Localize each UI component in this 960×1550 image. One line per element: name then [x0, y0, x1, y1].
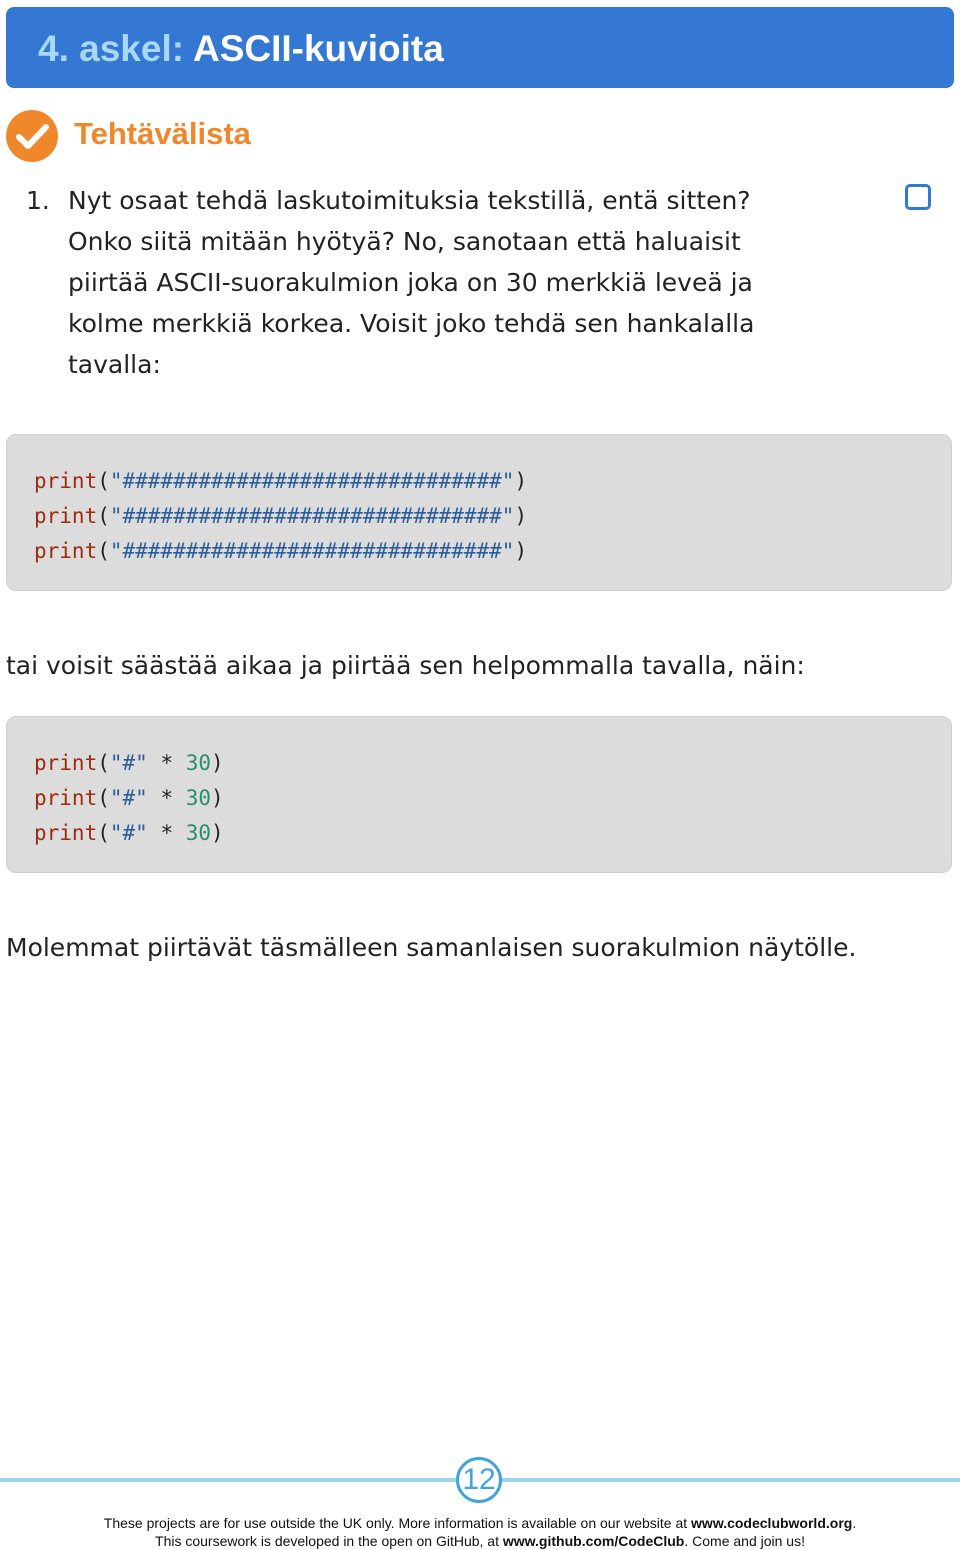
task-line: Onko siitä mitään hyötyä? No, sanotaan että haluaisit: [68, 227, 741, 256]
footer-link-codeclubworld[interactable]: www.codeclubworld.org: [691, 1515, 853, 1531]
task-text: [68, 180, 858, 385]
section-title: Tehtävälista: [74, 116, 251, 151]
step-title: ASCII-kuvioita: [192, 28, 444, 69]
check-circle-icon: [6, 110, 58, 162]
code-block-short: [6, 716, 952, 873]
checkbox-icon[interactable]: [905, 184, 931, 210]
paragraph-middle: tai voisit säästää aikaa ja piirtää sen helpommalla tavalla, näin:: [6, 651, 805, 680]
page-title: [38, 29, 444, 69]
code-line: print("##############################"): [34, 469, 528, 493]
task-line: Nyt osaat tehdä laskutoimituksia tekstillä, entä sitten?: [68, 186, 751, 215]
code-line: print("#" * 30): [34, 786, 224, 810]
footer-line-1: These projects are for use outside the UK only. More information is available on our website at www.codeclubworld.org.: [103, 1515, 857, 1531]
paragraph-conclusion: Molemmat piirtävät täsmälleen samanlaisen suorakulmion näytölle.: [6, 933, 857, 962]
task-line: kolme merkkiä korkea. Voisit joko tehdä sen hankalalla: [68, 309, 755, 338]
page-number: 12: [456, 1457, 502, 1503]
footer-link-github[interactable]: www.github.com/CodeClub: [502, 1533, 685, 1549]
step-label: 4. askel:: [38, 28, 185, 69]
task-number: 1.: [26, 186, 50, 215]
task-line: tavalla:: [68, 350, 161, 379]
code-line: print("#" * 30): [34, 751, 224, 775]
code-block-long: [6, 434, 952, 591]
code-line: print("##############################"): [34, 504, 528, 528]
header-bar: [6, 7, 954, 88]
code-line: print("#" * 30): [34, 821, 224, 845]
footer-line-2: This coursework is developed in the open on GitHub, at www.github.com/CodeClub. Come and join us!: [155, 1533, 805, 1549]
code-line: print("##############################"): [34, 539, 528, 563]
task-line: piirtää ASCII-suorakulmion joka on 30 merkkiä leveä ja: [68, 268, 753, 297]
